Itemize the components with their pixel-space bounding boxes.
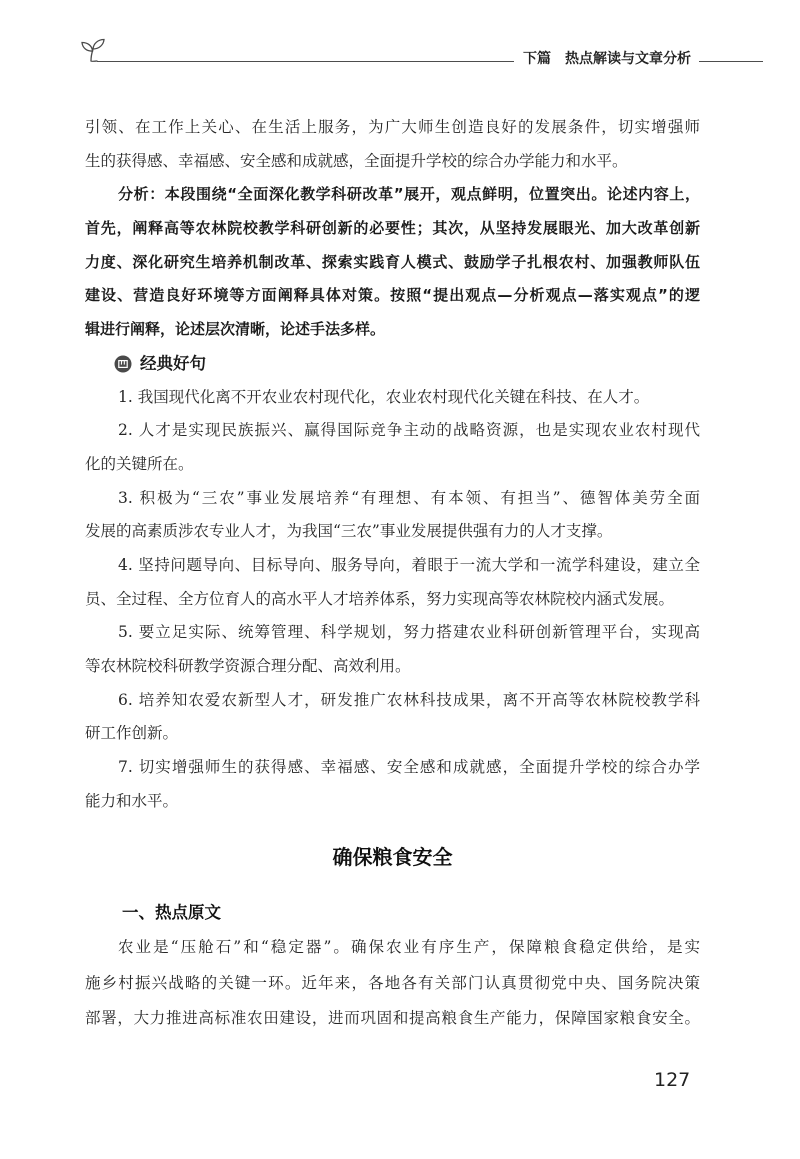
quote-item: [85, 414, 700, 481]
running-header: [97, 48, 763, 74]
quote-line: 4. 坚持问题导向、目标导向、服务导向，着眼于一流大学和一流学科建设，建立全: [118, 555, 700, 574]
analysis-line: 建设、营造良好环境等方面阐释具体对策。按照“提出观点—分析观点—落实观点”的逻: [85, 286, 700, 305]
article-line: 农业是“压舱石”和“稳定器”。确保农业有序生产，保障粮食稳定供给，是实: [118, 938, 700, 956]
quote-line: 1. 我国现代化离不开农业农村现代化，农业农村现代化关键在科技、在人才。: [118, 387, 650, 406]
quote-line: 发展的高素质涉农专业人才，为我国“三农”事业发展提供强有力的人才支撑。: [85, 522, 613, 541]
quote-item: [85, 616, 700, 683]
quote-line: 7. 切实增强师生的获得感、幸福感、安全感和成就感，全面提升学校的综合办学: [118, 758, 700, 777]
header-rule-left: [97, 61, 514, 62]
circle-badge-icon: [114, 355, 132, 373]
quotes-heading: [85, 347, 700, 381]
page-number: 127: [654, 1069, 691, 1091]
quotes-section: [85, 347, 700, 819]
header-part: 下篇: [523, 51, 551, 67]
quote-line: 研工作创新。: [85, 724, 179, 743]
quote-item: [85, 751, 700, 818]
analysis-line: 力度、深化研究生培养机制改革、探索实践育人模式、鼓励学子扎根农村、加强教师队伍: [85, 252, 700, 271]
analysis-paragraph: [85, 178, 700, 346]
quote-item: [85, 549, 700, 616]
quote-line: 5. 要立足实际、统筹管理、科学规划，努力搭建农业科研创新管理平台，实现高: [118, 623, 700, 642]
quote-line: 化的关键所在。: [85, 454, 194, 473]
quote-item: [85, 381, 700, 415]
section-heading: 一、热点原文: [122, 903, 221, 922]
quote-line: 6. 培养知农爱农新型人才，研发推广农林科技成果，离不开高等农林院校教学科: [118, 690, 700, 709]
text-line: 生的获得感、幸福感、安全感和成就感，全面提升学校的综合办学能力和水平。: [85, 151, 628, 170]
quote-item: [85, 684, 700, 751]
header-title: 热点解读与文章分析: [565, 51, 691, 67]
body-text-block: [85, 111, 700, 818]
continuation-paragraph: [85, 111, 700, 178]
quote-line: 3. 积极为“三农”事业发展培养“有理想、有本领、有担当”、德智体美劳全面: [118, 488, 700, 507]
article-title: 确保粮食安全: [332, 845, 453, 869]
quote-line: 等农林院校科研教学资源合理分配、高效利用。: [85, 657, 411, 675]
quote-item: [85, 482, 700, 549]
header-text: [523, 48, 691, 68]
article-line: 部署，大力推进高标准农田建设，进而巩固和提高粮食生产能力，保障国家粮食安全。: [85, 1009, 700, 1027]
quote-line: 员、全过程、全方位育人的高水平人才培养体系，努力实现高等农林院校内涵式发展。: [85, 589, 675, 608]
analysis-line: 分析：本段围绕“全面深化教学科研改革”展开，观点鲜明，位置突出。论述内容上，: [118, 185, 700, 204]
header-rule-right: [699, 61, 763, 62]
quotes-heading-label: 经典好句: [140, 353, 206, 373]
article-paragraph: [85, 930, 700, 1037]
article-line: 施乡村振兴战略的关键一环。近年来，各地各有关部门认真贯彻党中央、国务院决策: [85, 973, 700, 992]
analysis-line: 辑进行阐释，论述层次清晰，论述手法多样。: [85, 320, 386, 339]
quote-line: 能力和水平。: [85, 791, 179, 810]
text-line: 引领、在工作上关心、在生活上服务，为广大师生创造良好的发展条件，切实增强师: [85, 118, 700, 136]
analysis-line: 首先，阐释高等农林院校教学科研创新的必要性；其次，从坚持发展眼光、加大改革创新: [85, 219, 700, 238]
quote-line: 2. 人才是实现民族振兴、赢得国际竞争主动的战略资源，也是实现农业农村现代: [118, 421, 700, 440]
